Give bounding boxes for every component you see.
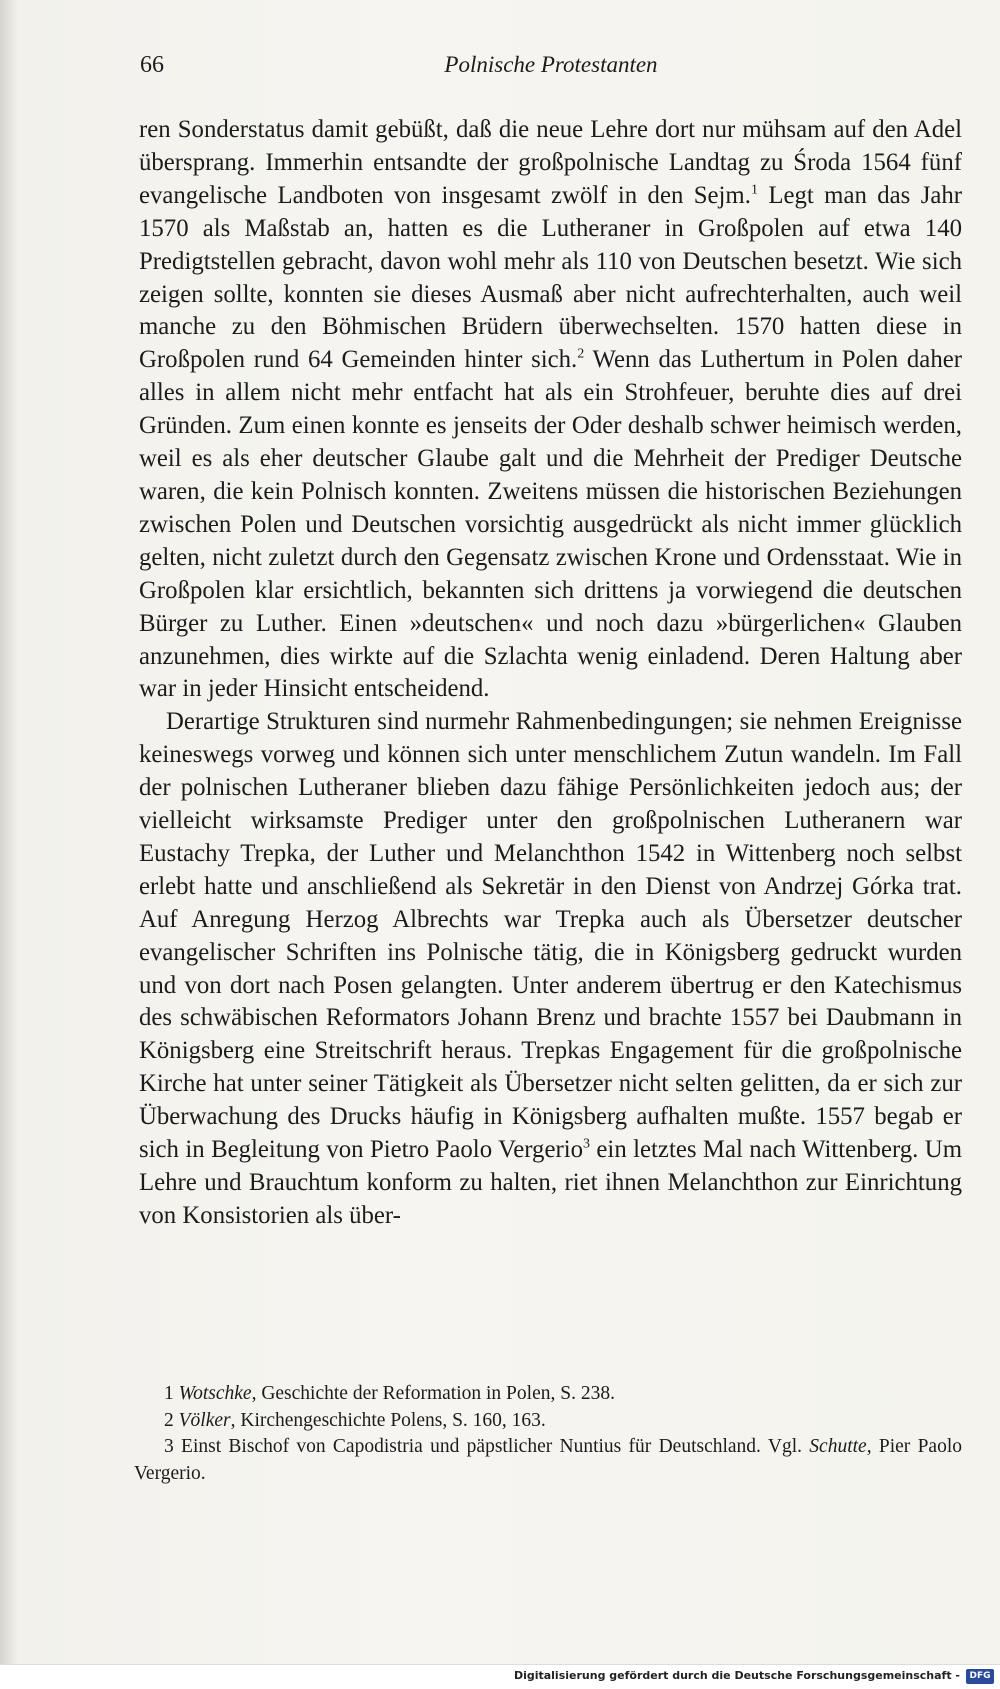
paragraph-2-part-2: ein letztes Mal nach Wittenberg. Um Lehre und Brauchtum konform zu halten, riet ihnen Melanchthon zur Einrichtung von Konsistorien als über- (139, 1136, 962, 1229)
footnote-3 (134, 1434, 962, 1487)
footnote-author: Völker (178, 1409, 231, 1431)
footnote-text: , Geschichte der Reformation in Polen, S. 238. (251, 1383, 615, 1404)
footnote-2 (134, 1408, 962, 1435)
paragraph-2-part-1: Derartige Strukturen sind nurmehr Rahmenbedingungen; sie nehmen Ereignisse keineswegs vorweg und können sich unter menschlichem Zutun wandeln. Im Fall der polnischen Lutheraner blieben dazu fähige Persönlichkeiten jedoch aus; der vielleicht wirksamste Prediger unter den großpolnischen Lutheranern war Eustachy Trepka, der Luther und Melanchthon 1542 in Wittenberg noch selbst erlebt hatte und anschließend als Sekretär in den Dienst von Andrzej Górka trat. Auf Anregung Herzog Albrechts war Trepka auch als Übersetzer deutscher evangelischer Schriften ins Polnische tätig, die in Königsberg gedruckt wurden und von dort nach Posen gelangten. Unter anderem übertrug er den Katechismus des schwäbischen Reformators Johann Brenz und brachte 1557 bei Daubmann in Königsberg eine Streitschrift heraus. Trepkas Engagement für die großpolnische Kirche hat unter seiner Tätigkeit als Übersetzer nicht selten gelitten, da er sich zur Überwachung des Drucks häufig in Königsberg aufhalten mußte. 1557 begab er sich in Begleitung von Pietro Paolo Vergerio (139, 708, 962, 1164)
footnote-number: 2 (164, 1409, 174, 1431)
paragraph-1 (139, 114, 962, 706)
page-number: 66 (140, 52, 164, 78)
paragraph-1-part-1: ren Sonderstatus damit gebüßt, daß die neue Lehre dort nur mühsam auf den Adel übersprang. Immerhin entsandte der großpolnische Landtag zu Środa 1564 fünf evangelische Landboten von insgesamt zwölf in den Sejm. (139, 116, 962, 209)
footnote-author: Schutte (809, 1436, 867, 1457)
footnote-ref-3: 3 (583, 1136, 590, 1152)
footnotes (134, 1381, 962, 1487)
footnote-text: , Pier Paolo Vergerio. (134, 1436, 962, 1484)
digitization-footer (0, 1664, 1000, 1689)
page-header (140, 52, 962, 86)
footnote-author: Wotschke (178, 1383, 252, 1404)
digitization-credit: Digitalisierung gefördert durch die Deutsche Forschungsgemeinschaft - (513, 1669, 960, 1682)
footnote-1 (134, 1381, 962, 1408)
paragraph-2 (139, 706, 962, 1233)
main-text (139, 114, 962, 1233)
footnote-text-pre: Einst Bischof von Capodistria und päpstlicher Nuntius für Deutschland. Vgl. (181, 1436, 810, 1457)
page-binding-shadow (0, 0, 18, 1665)
dfg-logo-icon: DFG (966, 1669, 994, 1684)
footnote-ref-2: 2 (577, 347, 585, 363)
paragraph-1-part-2: Legt man das Jahr 1570 als Maßstab an, hatten es die Lutheraner in Großpolen auf etwa 140 Predigtstellen gebracht, davon wohl mehr als 110 von Deutschen besetzt. Wie sich zeigen sollte, konnten sie dieses Ausmaß aber nicht aufrechterhalten, auch weil manche zu den Böhmischen Brüdern überwechselten. 1570 hatten diese in Großpolen rund 64 Gemeinden hinter sich. (139, 181, 963, 374)
footnote-ref-1: 1 (750, 182, 758, 198)
footnote-number: 1 (164, 1383, 174, 1404)
footnote-text: , Kirchengeschichte Polens, S. 160, 163. (230, 1409, 546, 1431)
footnote-number: 3 (164, 1436, 174, 1457)
paragraph-1-part-3: Wenn das Luthertum in Polen daher alles in allem nicht mehr entfacht hat als ein Strohfeuer, beruhte dies auf drei Gründen. Zum einen konnte es jenseits der Oder deshalb schwer heimisch werden, weil es als eher deutscher Glaube galt und die Mehrheit der Prediger Deutsche waren, die kein Polnisch konnten. Zweitens müssen die historischen Beziehungen zwischen Polen und Deutschen vorsichtig ausgedrückt als nicht immer glücklich gelten, nicht zuletzt durch den Gegensatz zwischen Krone und Ordensstaat. Wie in Großpolen klar ersichtlich, bekannten sich drittens ja vorwiegend die deutschen Bürger zu Luther. Einen »deutschen« und noch dazu »bürgerlichen« Glauben anzunehmen, dies wirkte auf die Szlachta wenig einladend. Deren Haltung aber war in jeder Hinsicht entscheidend. (139, 346, 962, 703)
running-title: Polnische Protestanten (444, 52, 658, 77)
